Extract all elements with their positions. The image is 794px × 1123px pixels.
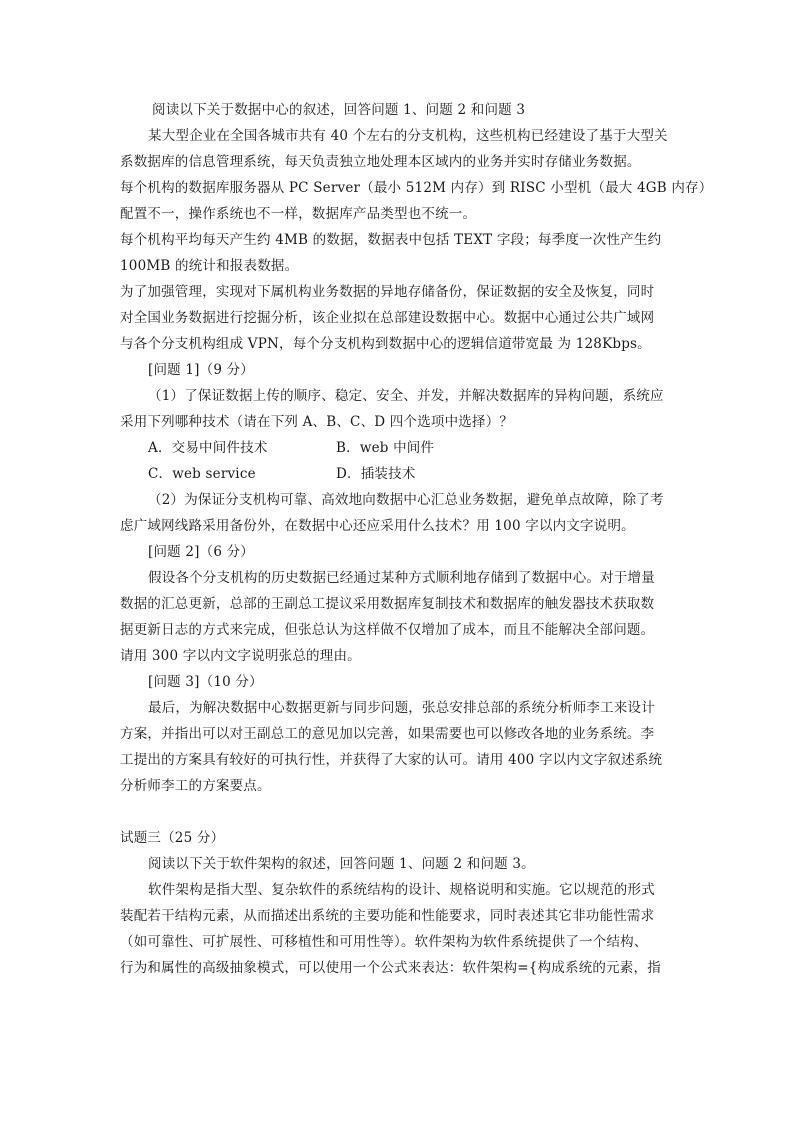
option-a: A．交易中间件技术 <box>148 440 268 456</box>
section-heading: 试题三（25 分） <box>120 830 225 846</box>
intro-line: 阅读以下关于数据中心的叙述，回答问题 1、问题 2 和问题 3 <box>152 102 526 118</box>
paragraph-line: 与各个分支机构组成 VPN，每个分支机构到数据中心的逻辑信道带宽最 为 128Kbps。 <box>120 336 651 352</box>
paragraph-line: 软件架构是指大型、复杂软件的系统结构的设计、规格说明和实施。它以规范的形式 <box>148 882 655 898</box>
paragraph-line: 为了加强管理，实现对下属机构业务数据的异地存储备份，保证数据的安全及恢复，同时 <box>120 284 655 300</box>
paragraph-line: 某大型企业在全国各城市共有 40 个左右的分支机构，这些机构已经建设了基于大型关 <box>148 128 668 144</box>
question-text-line: 分析师李工的方案要点。 <box>120 778 271 794</box>
question-text-line: 采用下列哪种技术（请在下列 A、B、C、D 四个选项中选择）？ <box>120 414 514 430</box>
question-text-line: （2）为保证分支机构可靠、高效地向数据中心汇总业务数据，避免单点故障，除了考 <box>148 492 664 508</box>
intro-line: 阅读以下关于软件架构的叙述，回答问题 1、问题 2 和问题 3。 <box>148 856 535 872</box>
question-text-line: 请用 300 字以内文字说明张总的理由。 <box>120 648 361 664</box>
option-c: C．web service <box>148 466 256 482</box>
question-text-line: 虑广域网线路采用备份外，在数据中心还应采用什么技术？用 100 字以内文字说明。 <box>120 518 635 534</box>
paragraph-line: （如可靠性、可扩展性、可移植性和可用性等）。软件架构为软件系统提供了一个结构、 <box>120 934 648 950</box>
paragraph-line: 100MB 的统计和报表数据。 <box>120 258 299 274</box>
paragraph-line: 配置不一，操作系统也不一样，数据库产品类型也不统一。 <box>120 206 477 222</box>
question-text-line: 方案，并指出可以对王副总工的意见加以完善，如果需要也可以修改各地的业务系统。李 <box>120 726 655 742</box>
question-3-heading: [问题 3]（10 分） <box>148 674 263 690</box>
question-text-line: 数据的汇总更新，总部的王副总工提议采用数据库复制技术和数据库的触发器技术获取数 <box>120 596 655 612</box>
question-text-line: 工提出的方案具有较好的可执行性，并获得了大家的认可。请用 400 字以内文字叙述系统 <box>120 752 663 768</box>
paragraph-line: 每个机构平均每天产生约 4MB 的数据，数据表中包括 TEXT 字段；每季度一次性产生约 <box>120 232 662 248</box>
paragraph-line: 装配若干结构元素，从而描述出系统的主要功能和性能要求，同时表述其它非功能性需求 <box>120 908 655 924</box>
option-d: D．插装技术 <box>336 466 416 482</box>
paragraph-line: 行为和属性的高级抽象模式，可以使用一个公式来表达：软件架构={构成系统的元素，指 <box>120 960 661 976</box>
question-text-line: 假设各个分支机构的历史数据已经通过某种方式顺利地存储到了数据中心。对于增量 <box>148 570 655 586</box>
question-2-heading: [问题 2]（6 分） <box>148 544 254 560</box>
option-b: B．web 中间件 <box>336 440 435 456</box>
question-1-heading: [问题 1]（9 分） <box>148 362 254 378</box>
question-text-line: 最后，为解决数据中心数据更新与同步问题，张总安排总部的系统分析师李工来设计 <box>148 700 655 716</box>
question-text-line: （1）了保证数据上传的顺序、稳定、安全、并发，并解决数据库的异构问题，系统应 <box>148 388 664 404</box>
question-text-line: 据更新日志的方式来完成，但张总认为这样做不仅增加了成本，而且不能解决全部问题。 <box>120 622 655 638</box>
paragraph-line: 对全国业务数据进行挖掘分析，该企业拟在总部建设数据中心。数据中心通过公共广域网 <box>120 310 655 326</box>
paragraph-line: 系数据库的信息管理系统，每天负责独立地处理本区域内的业务并实时存储业务数据。 <box>120 154 641 170</box>
paragraph-line: 每个机构的数据库服务器从 PC Server（最小 512M 内存）到 RISC 小型机（最大 4GB 内存） <box>120 180 713 196</box>
